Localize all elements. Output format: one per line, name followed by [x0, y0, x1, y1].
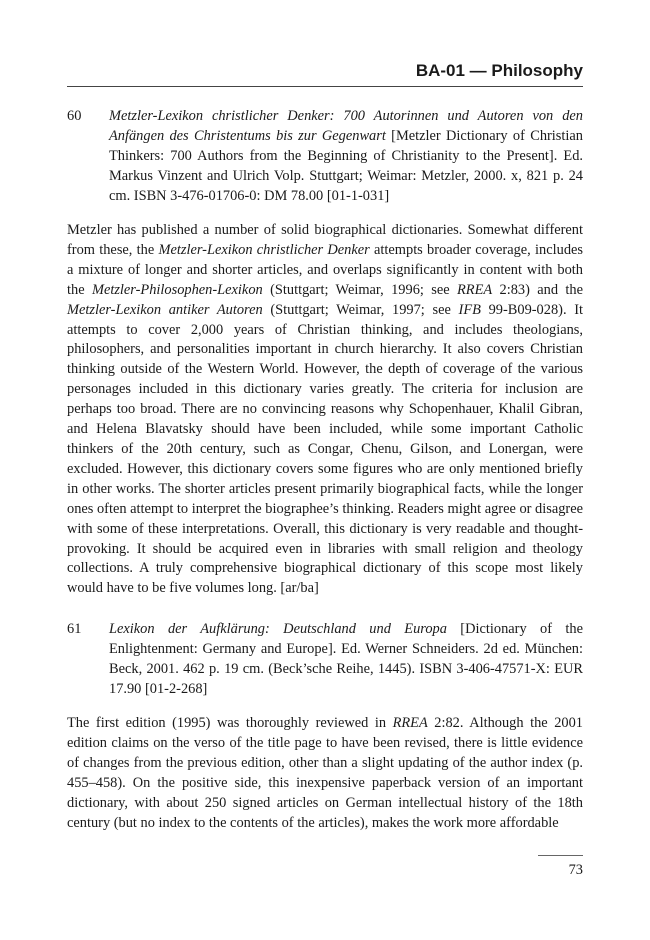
citation-title: Metzler-Lexikon christlicher Denker: 700 Autorinnen und Autoren von den Anfängen des Christentums bis zur Gegenwart — [109, 108, 583, 144]
citation — [109, 620, 583, 700]
citation-title: Lexikon der Aufklärung: Deutschland und Europa — [109, 621, 447, 637]
running-head — [67, 60, 583, 87]
review-paragraph-61 — [67, 714, 583, 833]
citation-details: [Dictionary of the Enlightenment: Germany and Europe]. Ed. Werner Schneiders. 2d ed. München: Beck, 2001. 462 p. 19 cm. (Beck’sche Reihe, 1445). ISBN 3-406-47571-X: EUR 17.90 [01-2-268] — [109, 621, 583, 697]
page-number: 73 — [568, 862, 583, 878]
section-title: BA-01 — Philosophy — [415, 61, 583, 80]
entry-number: 61 — [67, 621, 82, 637]
review-text: (Stuttgart; Weimar, 1997; see — [262, 301, 459, 318]
citation — [109, 107, 583, 207]
bibliographic-entry-60 — [67, 107, 583, 207]
review-italic: RREA — [457, 281, 493, 298]
review-text: 99-B09-028). It attempts to cover 2,000 years of Christian thinking, and includes theologians, philosophers, and personalities important in church hierarchy. It also covers Christian thinking outside of the Western World. However, the depth of coverage of the various personages included in this dictionary varies greatly. The criteria for inclusion are perhaps too broad. There are no convincing reasons why Schopenhauer, Khalil Gibran, and Helena Blavatsky should have been included, while some important Catholic thinkers of the 20th century, such as Congar, Chenu, Gilson, and Lonergan, were excluded. However, this dictionary covers some figures who are only mentioned briefly in other works. The shorter articles present primarily biographical facts, while the longer ones often attempt to interpret the biographee’s thinking. Readers might agree or disagree with some of these interpretations. Overall, this dictionary is very readable and thought-provoking. It should be acquired even in libraries with small religion and theology collections. A truly comprehensive biographical dictionary of this scope most likely would have to be five volumes long. [ar/ba] — [67, 301, 584, 597]
citation-details: [Metzler Dictionary of Christian Thinkers: 700 Authors from the Beginning of Christianity to the Present]. Ed. Markus Vinzent and Ulrich Volp. Stuttgart; Weimar: Metzler, 2000. x, 821 p. 24 cm. ISBN 3-476-01706-0: DM 78.00 [01-1-031] — [109, 127, 583, 204]
review-text: 2:82. Although the 2001 edition claims on the verso of the title page to have been revised, there is little evidence of changes from the previous edition, other than a slight updating of the author index (p. 455–458). On the positive side, this inexpensive paperback version of an important dictionary, with about 250 signed articles on German intellectual history of the 18th century (but no index to the contents of the articles), makes the work more affordable — [67, 715, 583, 831]
entry-number: 60 — [67, 108, 82, 124]
bibliographic-entry-61 — [67, 620, 583, 700]
review-italic: IFB — [458, 301, 481, 318]
review-text: 2:83) and the — [492, 281, 583, 298]
review-text: Metzler has published a number of solid biographical dictionaries. Somewhat different from these, the — [67, 222, 583, 258]
review-text: The first edition (1995) was thoroughly reviewed in — [67, 715, 393, 731]
footer-rule — [538, 855, 583, 856]
review-text: attempts broader coverage, includes a mixture of longer and shorter articles, and overlaps significantly in content with both the — [67, 241, 584, 298]
review-text: (Stuttgart; Weimar, 1996; see — [262, 281, 457, 298]
review-paragraph-60 — [67, 221, 583, 599]
review-italic: Metzler-Lexikon christlicher Denker — [158, 241, 370, 258]
review-italic: RREA — [392, 715, 428, 731]
review-italic: Metzler-Lexikon antiker Autoren — [67, 301, 263, 318]
review-italic: Metzler-Philosophen-Lexikon — [91, 281, 263, 298]
